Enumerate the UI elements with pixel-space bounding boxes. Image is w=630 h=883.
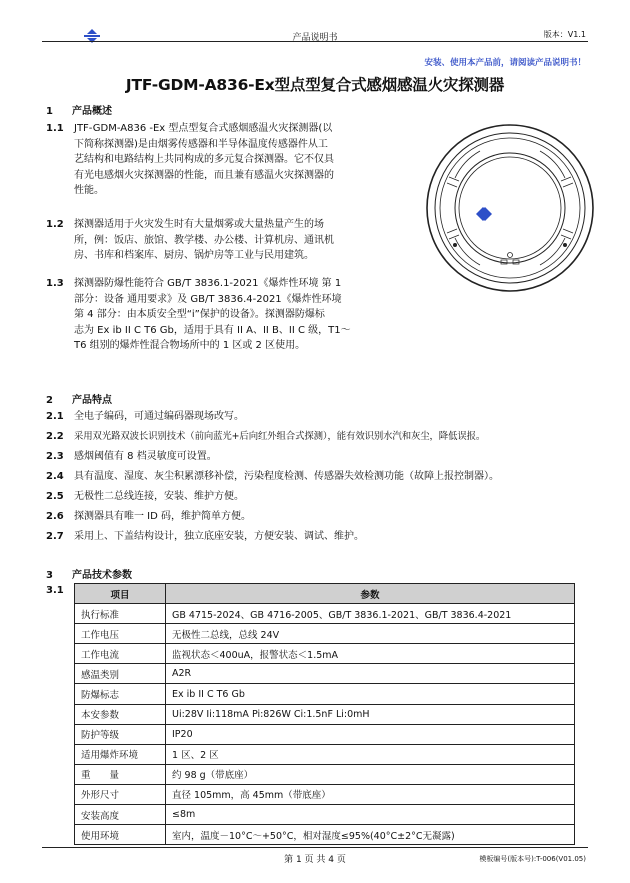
template-number: 模板编号(版本号):T-006(V01.05) bbox=[479, 855, 586, 863]
feature-item bbox=[46, 429, 591, 445]
overview-item-1-1 bbox=[46, 121, 386, 201]
param-value: 1 区、2 区 bbox=[166, 744, 575, 764]
param-value: ≤8m bbox=[166, 805, 575, 825]
column-header: 项目 bbox=[75, 584, 166, 604]
text-line: 第 4 部分：由本质安全型“i”保护的设备》。探测器防爆标 bbox=[74, 309, 325, 320]
feature-item bbox=[46, 449, 586, 465]
item-text bbox=[74, 121, 334, 199]
section-title: 产品概述 bbox=[72, 106, 112, 117]
overview-item-1-2 bbox=[46, 217, 386, 267]
param-name: 工作电压 bbox=[75, 624, 166, 644]
text-line: JTF-GDM-A836 -Ex 型点型复合式感烟感温火灾探测器(以 bbox=[74, 123, 333, 134]
item-text bbox=[74, 276, 351, 354]
item-text: 具有温度、湿度、灰尘积累漂移补偿，污染程度检测、传感器失效检测功能（故障上报控制器）。 bbox=[74, 471, 499, 482]
item-number: 2.1 bbox=[46, 411, 64, 422]
header-version: 版本：V1.1 bbox=[543, 30, 586, 39]
param-value: 室内，温度－10°C～+50°C，相对湿度≤95%(40°C±2°C无凝露) bbox=[166, 825, 575, 845]
column-header: 参数 bbox=[166, 584, 575, 604]
table-header-row bbox=[75, 584, 575, 604]
item-text: 感烟阈值有 8 档灵敏度可设置。 bbox=[74, 451, 217, 462]
table-row bbox=[75, 784, 575, 804]
param-name: 安装高度 bbox=[75, 805, 166, 825]
param-name: 使用环境 bbox=[75, 825, 166, 845]
section-heading-features bbox=[46, 391, 112, 406]
text-line: 艺结构和电路结构上共同构成的多元复合探测器。它不仅具 bbox=[74, 154, 334, 165]
header-divider bbox=[42, 41, 588, 42]
text-line: 所，例：饭店、旅馆、教学楼、办公楼、计算机房、通讯机 bbox=[74, 234, 334, 246]
param-value: 约 98 g（带底座） bbox=[166, 764, 575, 784]
item-text: 采用上、下盖结构设计，独立底座安装，方便安装、调试、维护。 bbox=[74, 531, 364, 542]
feature-item bbox=[46, 489, 586, 505]
section-number: 3 bbox=[46, 570, 53, 581]
item-number: 1.2 bbox=[46, 219, 64, 230]
item-number: 2.2 bbox=[46, 431, 64, 442]
overview-item-1-3 bbox=[46, 276, 386, 356]
param-name: 适用爆炸环境 bbox=[75, 744, 166, 764]
section-heading-specs bbox=[46, 566, 132, 581]
table-row bbox=[75, 825, 575, 845]
table-row bbox=[75, 624, 575, 644]
item-number: 1.1 bbox=[46, 123, 64, 134]
text-line: 性能。 bbox=[74, 185, 104, 196]
param-name: 防护等级 bbox=[75, 724, 166, 744]
section-number: 2 bbox=[46, 395, 53, 406]
section-heading-overview bbox=[46, 102, 112, 117]
text-line: 房、书库和档案库、厨房、锅炉房等工业与民用建筑。 bbox=[74, 250, 314, 261]
param-value: A2R bbox=[166, 664, 575, 684]
item-number: 2.7 bbox=[46, 531, 64, 542]
table-row bbox=[75, 724, 575, 744]
param-value: Ex ib II C T6 Gb bbox=[166, 684, 575, 704]
param-name: 重 量 bbox=[75, 764, 166, 784]
param-value: IP20 bbox=[166, 724, 575, 744]
table-row bbox=[75, 764, 575, 784]
table-row bbox=[75, 744, 575, 764]
text-line: 有光电感烟火灾探测器的性能，而且兼有感温火灾探测器的 bbox=[74, 169, 334, 181]
item-text: 探测器具有唯一 ID 码，维护简单方便。 bbox=[74, 511, 252, 522]
table-row bbox=[75, 704, 575, 724]
param-value: GB 4715-2024、GB 4716-2005、GB/T 3836.1-2021、GB/T 3836.4-2021 bbox=[166, 604, 575, 624]
table-row bbox=[75, 604, 575, 624]
document-title: JTF-GDM-A836-Ex型点型复合式感烟感温火灾探测器 bbox=[125, 76, 505, 94]
table-row bbox=[75, 664, 575, 684]
section-title: 产品技术参数 bbox=[72, 570, 132, 581]
item-number: 2.4 bbox=[46, 471, 64, 482]
item-number: 2.3 bbox=[46, 451, 64, 462]
param-value: 监视状态＜400uA，报警状态＜1.5mA bbox=[166, 644, 575, 664]
item-text: 无极性二总线连接，安装、维护方便。 bbox=[74, 491, 244, 502]
text-line: 下简称探测器)是由烟雾传感器和半导体温度传感器件从工 bbox=[74, 138, 328, 150]
item-text: 全电子编码，可通过编码器现场改写。 bbox=[74, 411, 244, 422]
section-title: 产品特点 bbox=[72, 395, 112, 406]
param-name: 外形尺寸 bbox=[75, 784, 166, 804]
table-row bbox=[75, 684, 575, 704]
item-text: 采用双光路双波长识别技术（前向蓝光+后向红外组合式探测），能有效识别水汽和灰尘，降低误报。 bbox=[74, 431, 486, 442]
param-name: 执行标准 bbox=[75, 604, 166, 624]
feature-item bbox=[46, 409, 586, 425]
item-number: 2.6 bbox=[46, 511, 64, 522]
param-value: 无极性二总线，总线 24V bbox=[166, 624, 575, 644]
param-value: 直径 105mm，高 45mm（带底座） bbox=[166, 784, 575, 804]
detector-illustration bbox=[425, 123, 595, 293]
item-number: 1.3 bbox=[46, 278, 64, 289]
text-line: 志为 Ex ib II C T6 Gb，适用于具有 II A、II B、II C 级，T1～ bbox=[74, 324, 351, 336]
header-title: 产品说明书 bbox=[292, 33, 338, 43]
table-row bbox=[75, 805, 575, 825]
param-name: 防爆标志 bbox=[75, 684, 166, 704]
param-value: Ui:28V Ii:118mA Pi:826W Ci:1.5nF Li:0mH bbox=[166, 704, 575, 724]
table-row bbox=[75, 644, 575, 664]
feature-item bbox=[46, 509, 586, 525]
text-line: 部分：设备 通用要求》及 GB/T 3836.4-2021《爆炸性环境 bbox=[74, 293, 342, 305]
spec-table bbox=[74, 583, 575, 845]
feature-item bbox=[46, 529, 586, 545]
text-line: 探测器防爆性能符合 GB/T 3836.1-2021《爆炸性环境 第 1 bbox=[74, 278, 342, 289]
feature-item bbox=[46, 469, 586, 485]
param-name: 本安参数 bbox=[75, 704, 166, 724]
param-name: 工作电流 bbox=[75, 644, 166, 664]
text-line: 探测器适用于火灾发生时有大量烟雾或大量热量产生的场 bbox=[74, 219, 324, 230]
item-number: 2.5 bbox=[46, 491, 64, 502]
text-line: T6 组别的爆炸性混合物场所中的 1 区或 2 区使用。 bbox=[74, 340, 306, 351]
footer-divider bbox=[42, 847, 588, 848]
section-number: 1 bbox=[46, 106, 53, 117]
table-number: 3.1 bbox=[46, 585, 64, 596]
safety-warning: 安装、使用本产品前，请阅读产品说明书！ bbox=[424, 58, 586, 68]
param-name: 感温类别 bbox=[75, 664, 166, 684]
item-text bbox=[74, 217, 334, 264]
page-number: 第 1 页 共 4 页 bbox=[284, 855, 346, 865]
